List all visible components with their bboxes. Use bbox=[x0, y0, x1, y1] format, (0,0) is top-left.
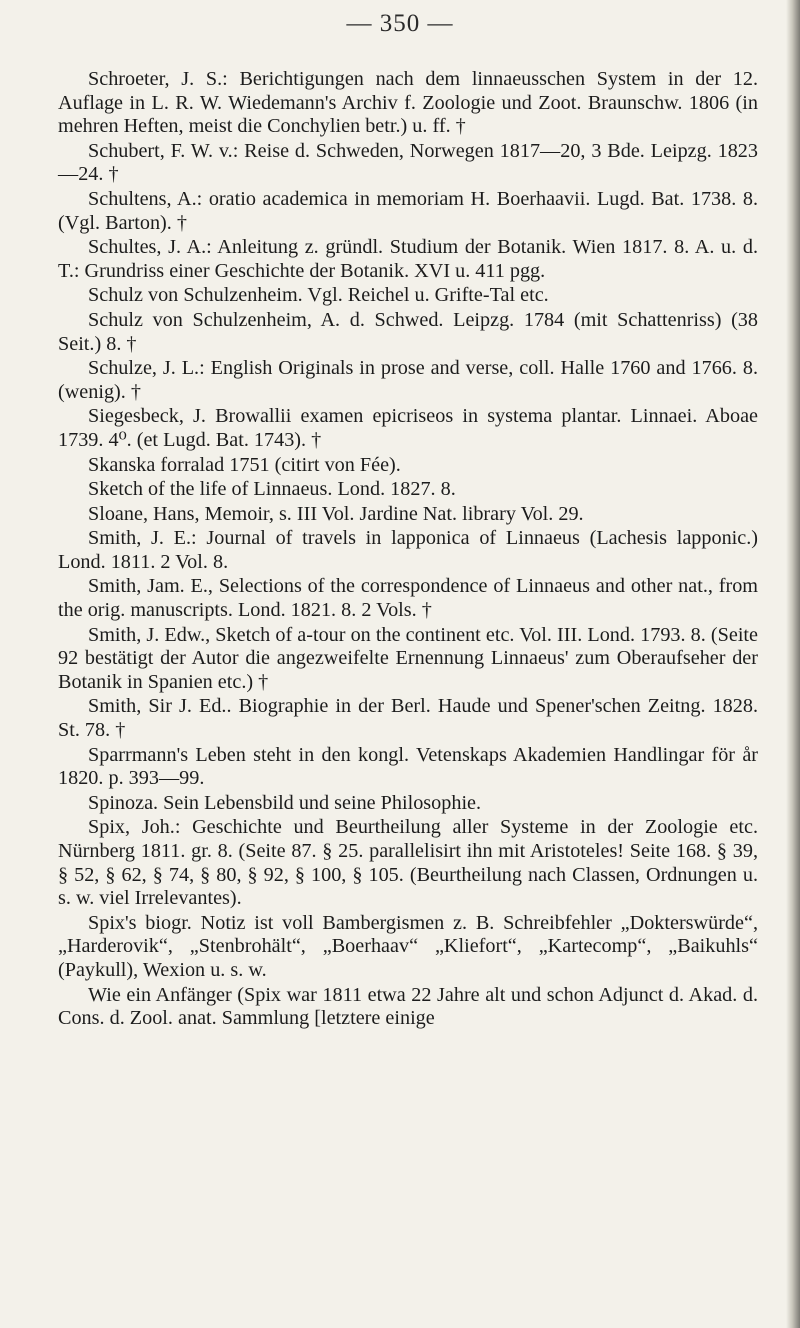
bibliography-entry: Schroeter, J. S.: Berichtigungen nach dem linnaeusschen System in der 12. Auflage in L. R. W. Wiedemann's Archiv f. Zoologie und Zoot. Braunschw. 1806 (in mehren Heften, meist die Conchylien betr.) u. ff. † bbox=[58, 68, 758, 138]
bibliography-entry: Schultes, J. A.: Anleitung z. gründl. Studium der Botanik. Wien 1817. 8. A. u. d. T.: Grundriss einer Geschichte der Botanik. XVI u. 411 pgg. bbox=[58, 236, 758, 282]
bibliography-entry: Spix's biogr. Notiz ist voll Bambergismen z. B. Schreibfehler „Dokterswürde“, „Harderovik“, „Stenbrohält“, „Boerhaav“ „Kliefort“, „Kartecomp“, „Baikuhls“ (Paykull), Wexion u. s. w. bbox=[58, 911, 758, 981]
page-number: — 350 — bbox=[346, 10, 454, 37]
bibliography-list bbox=[58, 68, 758, 1032]
bibliography-entry: Schultens, A.: oratio academica in memoriam H. Boerhaavii. Lugd. Bat. 1738. 8. (Vgl. Barton). † bbox=[58, 187, 758, 234]
bibliography-entry: Smith, Sir J. Ed.. Biographie in der Berl. Haude und Spener'schen Zeitng. 1828. St. 78. † bbox=[58, 695, 758, 742]
bibliography-entry: Smith, Jam. E., Selections of the correspondence of Linnaeus and other nat., from the orig. manuscripts. Lond. 1821. 8. 2 Vols. † bbox=[58, 575, 758, 622]
bibliography-entry: Schulze, J. L.: English Originals in prose and verse, coll. Halle 1760 and 1766. 8. (wenig). † bbox=[58, 357, 758, 403]
bibliography-entry: Spix, Joh.: Geschichte und Beurtheilung aller Systeme in der Zoologie etc. Nürnberg 1811. gr. 8. (Seite 87. § 25. parallelisirt ihn mit Aristoteles! Seite 168. § 39, § 52, § 62, § 74, § 80, § 92, § 100, § 105. (Beurtheilung nach Classen, Ordnungen u. s. w. viel Irrelevantes). bbox=[58, 816, 758, 910]
bibliography-entry: Schulz von Schulzenheim. Vgl. Reichel u. Grifte-Tal etc. bbox=[88, 284, 549, 307]
bibliography-entry: Sparrmann's Leben steht in den kongl. Vetenskaps Akademien Handlingar för år 1820. p. 393—99. bbox=[58, 743, 758, 790]
bibliography-entry: Schubert, F. W. v.: Reise d. Schweden, Norwegen 1817—20, 3 Bde. Leipzg. 1823—24. † bbox=[58, 139, 758, 186]
bibliography-entry: Sloane, Hans, Memoir, s. III Vol. Jardine Nat. library Vol. 29. bbox=[88, 502, 584, 525]
bibliography-entry: Siegesbeck, J. Browallii examen epicriseos in systema plantar. Linnaei. Aboae 1739. 4⁰. (et Lugd. Bat. 1743). † bbox=[58, 405, 758, 451]
bibliography-entry: Sketch of the life of Linnaeus. Lond. 1827. 8. bbox=[88, 478, 456, 501]
bibliography-entry: Spinoza. Sein Lebensbild und seine Philosophie. bbox=[88, 791, 482, 814]
bibliography-entry: Smith, J. E.: Journal of travels in lapponica of Linnaeus (Lachesis lapponic.) Lond. 1811. 2 Vol. 8. bbox=[58, 527, 758, 573]
bibliography-entry: Skanska forralad 1751 (citirt von Fée). bbox=[88, 453, 401, 476]
page-edge-shadow bbox=[786, 0, 800, 1328]
bibliography-entry: Smith, J. Edw., Sketch of a-tour on the continent etc. Vol. III. Lond. 1793. 8. (Seite 92 bestätigt der Autor die angezweifelte Ernennung Linnaeus' zum Oberaufseher der Botanik in Spanien etc.) † bbox=[58, 623, 758, 693]
bibliography-entry: Schulz von Schulzenheim, A. d. Schwed. Leipzg. 1784 (mit Schattenriss) (38 Seit.) 8. † bbox=[58, 308, 758, 355]
bibliography-entry: Wie ein Anfänger (Spix war 1811 etwa 22 Jahre alt und schon Adjunct d. Akad. d. Cons. d. Zool. anat. Sammlung [letztere einige bbox=[58, 983, 758, 1030]
